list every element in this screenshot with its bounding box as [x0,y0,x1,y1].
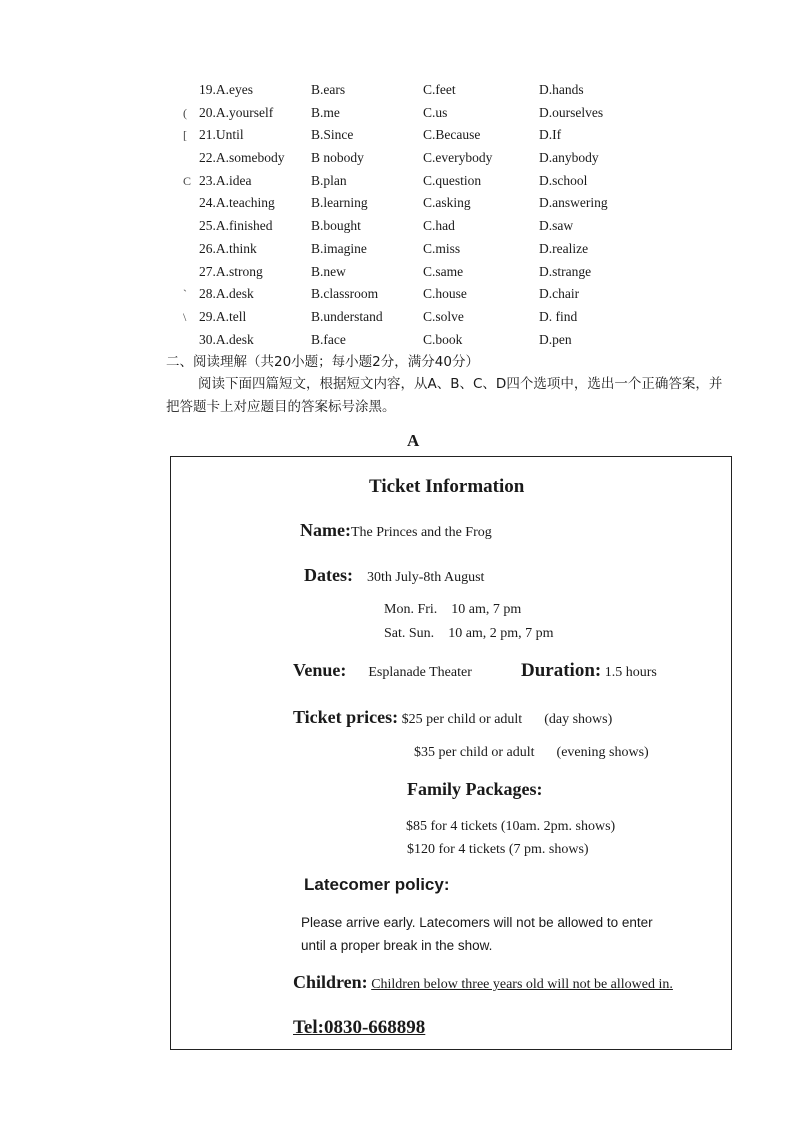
price-row [414,745,649,761]
option-a: 28.A.desk [199,286,254,302]
dates-value: 30th July-8th August [366,570,485,585]
venue-value: Esplanade Theater [368,665,472,680]
option-b: B.face [311,331,346,347]
option-b: B.learning [311,195,368,211]
option-c: C.feet [423,82,456,97]
option-d: D.chair [539,286,580,302]
option-b: B.plan [311,172,347,188]
family-package-row: $120 for 4 tickets (7 pm. shows) [407,842,589,857]
duration-label: Duration: [521,660,602,681]
option-row [199,192,759,215]
option-row [183,124,759,147]
option-c: C.asking [423,195,471,211]
option-b: B.imagine [311,240,367,256]
margin-mark: ` [183,287,187,302]
option-c: C.us [423,104,448,120]
option-d: D.school [539,172,588,188]
schedule-days: Sat. Sun. [384,626,435,641]
option-c: C.everybody [423,150,493,166]
instruction-line-1: 阅读下面四篇短文，根据短文内容，从A、B、C、D四个选项中，选出一个正确答案，并 [198,376,723,392]
option-a: 24.A.teaching [199,195,275,211]
option-a: 21.Until [199,127,244,143]
section-title: 二、阅读理解（共20小题；每小题2分，满分40分） [166,354,479,370]
option-c: C.solve [423,308,464,324]
option-row [183,283,759,306]
margin-mark: ( [183,105,187,120]
option-d: D.realize [539,240,589,256]
ticket-prices-label: Ticket prices: [293,707,399,727]
option-d: D.anybody [539,150,599,166]
option-a: 27.A.strong [199,263,263,279]
option-b: B.bought [311,218,361,234]
answer-options-list [183,79,759,351]
option-d: D.pen [539,331,572,347]
option-row [199,215,759,238]
option-c: C.Because [423,127,481,143]
price-row [293,707,612,728]
option-c: C.same [423,263,464,279]
option-a: 30.A.desk [199,331,254,347]
name-label: Name: [300,520,351,540]
option-c: C.question [423,172,482,188]
option-c: C.had [423,218,455,234]
option-row [183,306,759,329]
latecomer-policy-title: Latecomer policy: [304,875,450,894]
option-b: B.ears [311,82,346,97]
venue-duration-line [293,660,713,681]
duration-value: 1.5 hours [604,665,657,680]
option-b: B.understand [311,308,383,324]
margin-mark: \ [183,309,187,324]
option-row [199,238,759,261]
schedule-times: 10 am, 7 pm [451,602,522,617]
option-a: 20.A.yourself [199,104,274,120]
margin-mark: C [183,173,192,188]
option-row [199,79,759,102]
option-d: D.saw [539,218,574,234]
family-package-row: $85 for 4 tickets (10am. 2pm. shows) [406,819,616,834]
option-row [199,261,759,284]
schedule-row [384,626,554,642]
price-note: (evening shows) [556,745,649,760]
option-a: 22.A.somebody [199,150,285,166]
name-value: The Princes and the Frog [350,525,492,540]
option-d: D.ourselves [539,104,604,120]
option-d: D. find [539,308,578,324]
option-a: 25.A.finished [199,218,273,234]
option-c: C.book [423,331,463,347]
price-value: $35 per child or adult [414,745,535,760]
option-b: B.Since [311,127,354,143]
price-note: (day shows) [544,712,613,727]
option-d: D.If [539,127,562,143]
dates-label: Dates: [304,565,353,585]
dates-line [304,565,484,586]
schedule-times: 10 am, 2 pm, 7 pm [448,626,554,641]
venue-label: Venue: [293,660,347,680]
option-row [199,329,759,352]
ticket-title: Ticket Information [369,476,525,497]
option-c: C.miss [423,240,461,256]
price-value: $25 per child or adult [401,712,523,727]
option-b: B nobody [311,150,364,166]
option-row [183,102,759,125]
option-b: B.classroom [311,286,379,302]
option-d: D.answering [539,195,608,211]
children-line [293,972,673,993]
children-value: Children below three years old will not be allowed in. [371,977,673,992]
schedule-row [384,602,521,618]
passage-label: A [407,431,420,450]
option-d: D.strange [539,263,592,279]
name-line [300,520,492,541]
option-d: D.hands [539,82,584,97]
option-a: 26.A.think [199,240,257,256]
option-a: 23.A.idea [199,172,252,188]
option-a: 29.A.tell [199,308,247,324]
ticket-information-box [170,456,732,1050]
duration [521,660,657,682]
option-row [199,147,759,170]
option-b: B.me [311,104,340,120]
option-row [183,170,759,193]
option-a: 19.A.eyes [199,82,253,97]
option-c: C.house [423,286,467,302]
telephone: Tel:0830-668898 [293,1017,426,1038]
latecomer-policy-line: Please arrive early. Latecomers will not be allowed to enter [301,915,653,930]
instruction-line-2: 把答题卡上对应题目的答案标号涂黑。 [166,399,396,415]
children-label: Children: [293,972,368,992]
option-b: B.new [311,263,346,279]
family-packages-title: Family Packages: [407,779,543,799]
latecomer-policy-line: until a proper break in the show. [301,938,493,953]
margin-mark: [ [183,128,187,143]
schedule-days: Mon. Fri. [384,602,438,617]
